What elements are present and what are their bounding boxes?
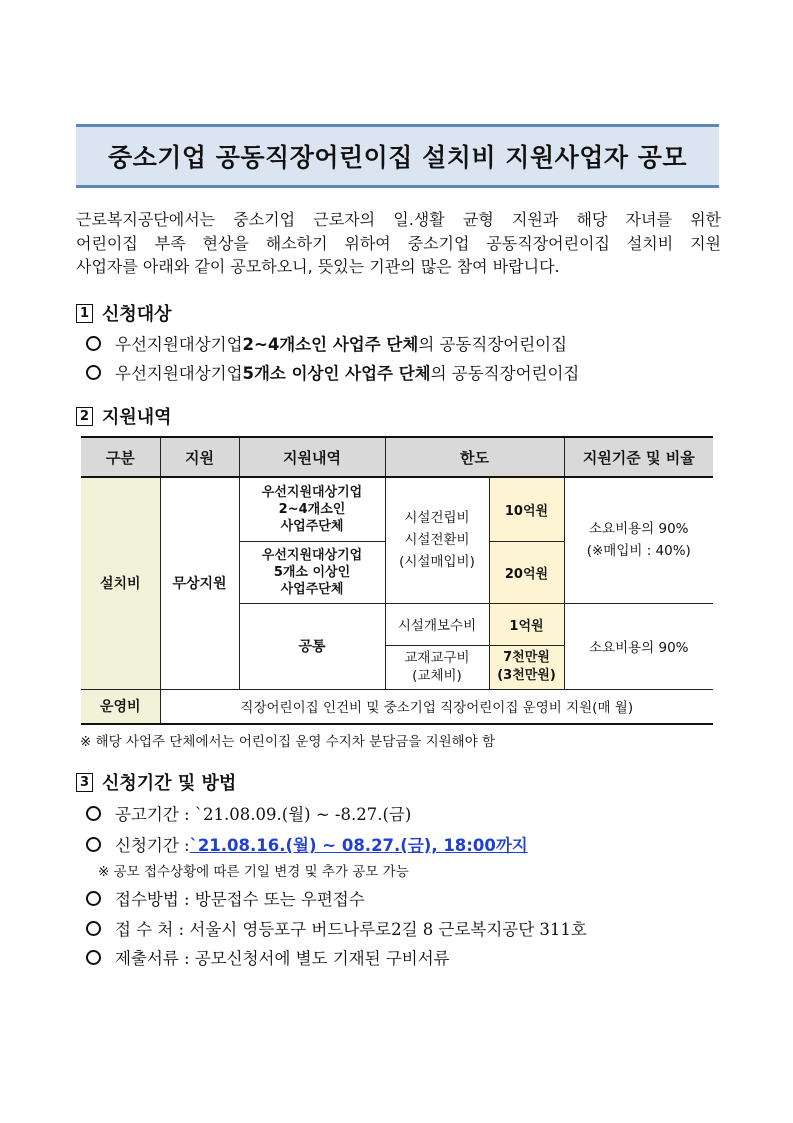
circle-bullet-icon: [86, 837, 101, 852]
apply-note: ※ 공모 접수상황에 따른 기일 변경 및 추가 공모 가능: [98, 864, 409, 880]
item-bold: 2~4개소인 사업주 단체: [242, 335, 419, 354]
intro-line: 사업자를 아래와 같이 공모하오니, 뜻있는 기관의 많은 참여 바랍니다.: [76, 257, 560, 276]
intro-line: 어린이집 부족 현상을 해소하기 위하여 중소기업 공동직장어린이집 설치비 지원: [76, 233, 721, 253]
target-item-1: [86, 331, 567, 355]
category-operate: 운영비: [81, 689, 160, 724]
header-cell: 구분: [81, 437, 160, 477]
criteria-cell: 소요비용의 90%: [564, 603, 713, 689]
table-row: [81, 689, 713, 724]
category-install: 설치비: [81, 477, 160, 689]
table-header-row: [81, 437, 713, 477]
item-text: 공고기간 : `21.08.09.(월) ~ -8.27.(금): [115, 805, 412, 824]
circle-bullet-icon: [86, 806, 101, 821]
header-cell: 한도: [385, 437, 564, 477]
item-text: 우선지원대상기업: [115, 364, 243, 383]
item-text: 의 공동직장어린이집: [418, 335, 568, 354]
limit-cell: 7천만원 (3천만원): [489, 645, 564, 689]
section-title: 신청기간 및 방법: [102, 773, 237, 794]
circle-bullet-icon: [86, 336, 101, 351]
header-cell: 지원기준 및 비율: [564, 437, 713, 477]
header-cell: 지원: [160, 437, 239, 477]
circle-bullet-icon: [86, 891, 101, 906]
table-row: [81, 477, 713, 541]
item-text: 제출서류 : 공모신청서에 별도 기재된 구비서류: [115, 949, 450, 968]
title-banner: [76, 124, 719, 188]
place-item: [86, 916, 587, 940]
section-2-heading: [76, 403, 172, 429]
section-1-heading: [76, 300, 172, 326]
docs-item: [86, 945, 450, 969]
section-title: 지원내역: [102, 407, 172, 428]
circle-bullet-icon: [86, 921, 101, 936]
limit-cell: 1억원: [489, 603, 564, 645]
support-type: 무상지원: [160, 477, 239, 689]
circle-bullet-icon: [86, 950, 101, 965]
operate-desc: 직장어린이집 인건비 및 중소기업 직장어린이집 운영비 지원(매 월): [160, 689, 713, 724]
header-cell: 지원내역: [239, 437, 385, 477]
intro-line: 근로복지공단에서는 중소기업 근로자의 일.생활 균형 지원과 해당 자녀를 위한: [76, 210, 721, 229]
item-text: 우선지원대상기업: [115, 335, 243, 354]
criteria-cell: 소요비용의 90% (※매입비 : 40%): [564, 477, 713, 603]
facility-cell: 교재교구비 (교체비): [385, 645, 489, 689]
item-text: 신청기간 :: [115, 836, 190, 855]
section-number: 2: [76, 407, 93, 426]
detail-cell: 우선지원대상기업 2~4개소인 사업주단체: [239, 477, 385, 541]
section-3-heading: [76, 769, 236, 795]
item-text: 의 공동직장어린이집: [430, 364, 580, 383]
detail-cell: 공통: [239, 603, 385, 689]
limit-cell: 10억원: [489, 477, 564, 541]
item-bold: 5개소 이상인 사업주 단체: [242, 364, 431, 383]
target-item-2: [86, 360, 579, 384]
table-note: ※ 해당 사업주 단체에서는 어린이집 운영 수지차 분담금을 지원해야 함: [80, 734, 496, 750]
method-item: [86, 886, 365, 910]
apply-period-item: [86, 832, 528, 856]
section-title: 신청대상: [102, 304, 172, 325]
facility-cell: 시설개보수비: [385, 603, 489, 645]
section-number: 1: [76, 304, 93, 323]
circle-bullet-icon: [86, 365, 101, 380]
limit-cell: 20억원: [489, 541, 564, 603]
page-title: 중소기업 공동직장어린이집 설치비 지원사업자 공모: [107, 143, 688, 172]
support-table: [81, 436, 713, 725]
item-text: 접 수 처 : 서울시 영등포구 버드나루로2길 8 근로복지공단 311호: [115, 920, 587, 939]
notice-period-item: [86, 801, 411, 825]
item-text: 접수방법 : 방문접수 또는 우편접수: [115, 890, 365, 909]
detail-cell: 우선지원대상기업 5개소 이상인 사업주단체: [239, 541, 385, 603]
apply-period-value: `21.08.16.(월) ~ 08.27.(금), 18:00까지: [189, 836, 528, 855]
section-number: 3: [76, 773, 93, 792]
facility-cell: 시설건립비 시설전환비 (시설매입비): [385, 477, 489, 603]
intro-paragraph: [76, 208, 721, 279]
